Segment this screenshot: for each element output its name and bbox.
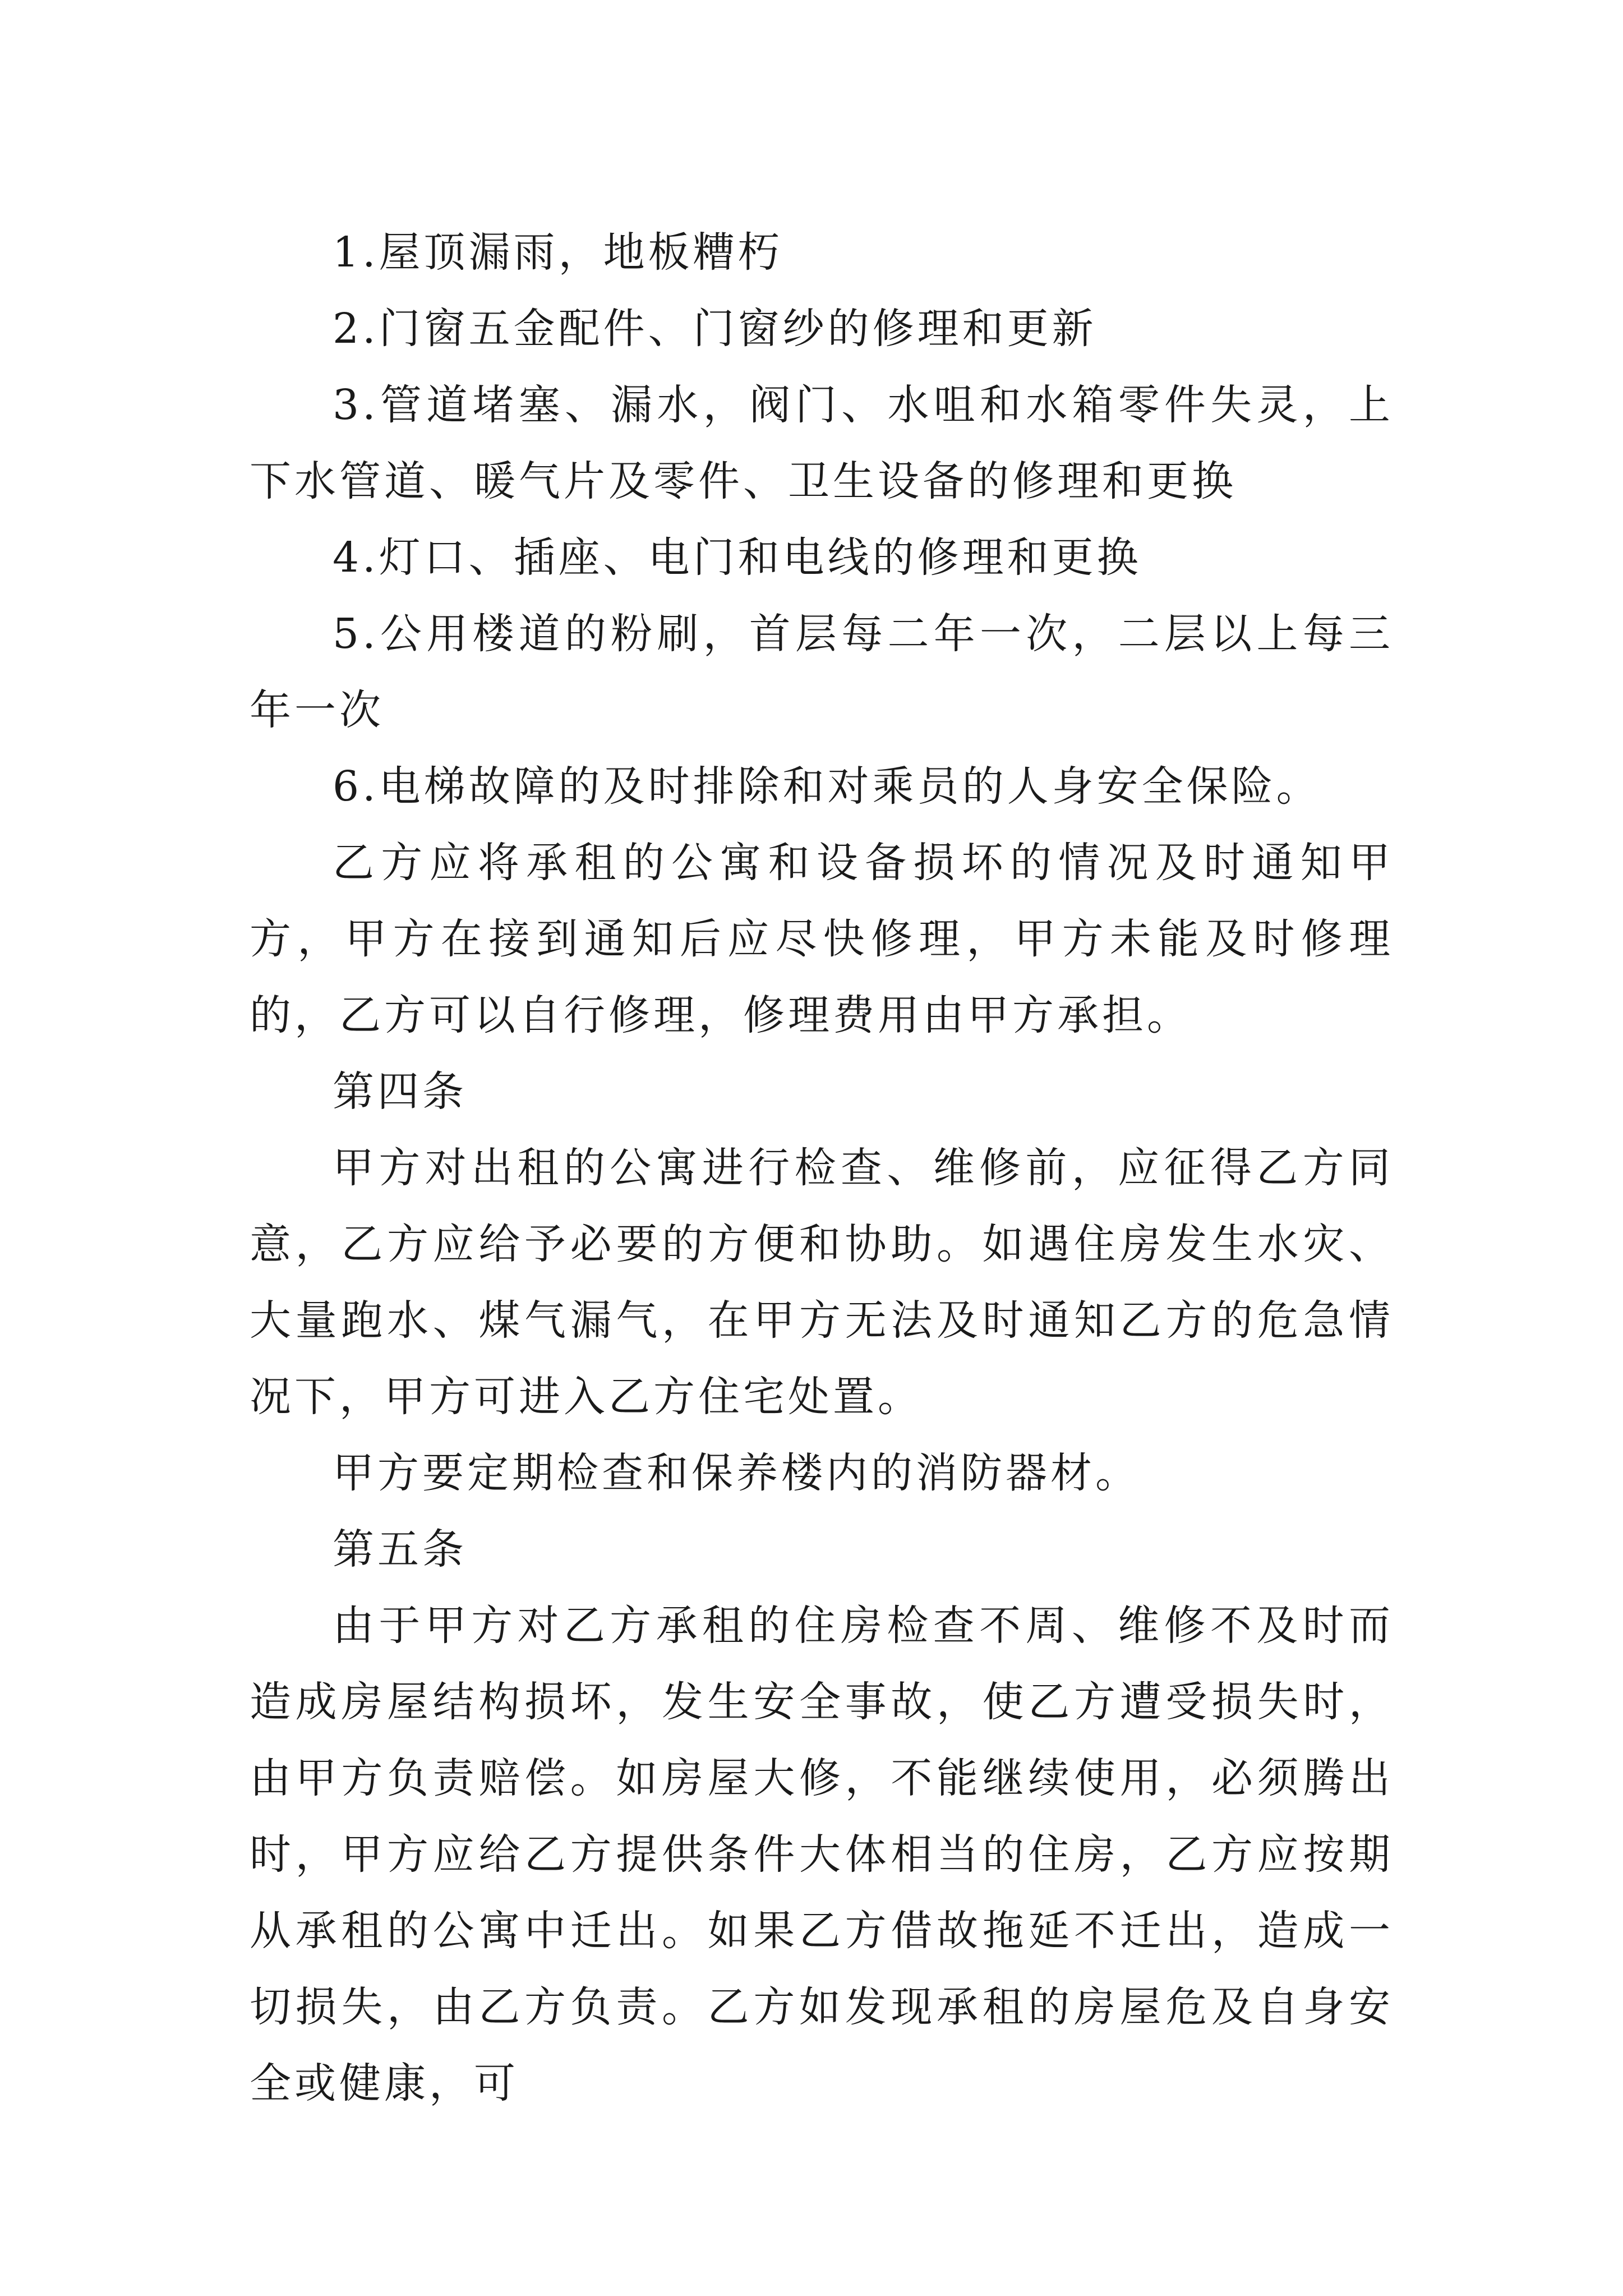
list-item-door-window-hardware: 2.门窗五金配件、门窗纱的修理和更新: [333, 305, 1097, 353]
paragraph-damage-notice: 乙方应将承租的公寓和设备损坏的情况及时通知甲方，甲方在接到通知后应尽快修理，甲方未能及时修理的，乙方可以自行修理，修理费用由甲方承担。: [250, 839, 1394, 1039]
list-item-corridor-painting: 5.公用楼道的粉刷，首层每二年一次，二层以上每三年一次: [250, 610, 1394, 734]
list-item-electrical: 4.灯口、插座、电门和电线的修理和更换: [333, 533, 1142, 582]
article-heading-4: 第四条: [333, 1068, 467, 1116]
paragraph-fire-equipment: 甲方要定期检查和保养楼内的消防器材。: [333, 1449, 1140, 1497]
document-body: [250, 214, 1394, 2122]
paragraph-liability: 由于甲方对乙方承租的住房检查不周、维修不及时而造成房屋结构损坏，发生安全事故，使乙方遭受损失时，由甲方负责赔偿。如房屋大修，不能继续使用，必须腾出时，甲方应给乙方提供条件大体相当的住房，乙方应按期从承租的公寓中迁出。如果乙方借故拖延不迁出，造成一切损失，由乙方负责。乙方如发现承租的房屋危及自身安全或健康，可: [250, 1602, 1394, 2108]
list-item-plumbing: 3.管道堵塞、漏水，阀门、水咀和水箱零件失灵，上下水管道、暖气片及零件、卫生设备的修理和更换: [250, 381, 1394, 505]
list-item-roof-leak: 1.屋顶漏雨，地板糟朽: [333, 228, 783, 277]
article-heading-5: 第五条: [333, 1525, 467, 1573]
paragraph-inspection-consent: 甲方对出租的公寓进行检查、维修前，应征得乙方同意，乙方应给予必要的方便和协助。如遇住房发生水灾、大量跑水、煤气漏气，在甲方无法及时通知乙方的危急情况下，甲方可进入乙方住宅处置。: [250, 1144, 1394, 1421]
list-item-elevator: 6.电梯故障的及时排除和对乘员的人身安全保险。: [333, 762, 1321, 811]
